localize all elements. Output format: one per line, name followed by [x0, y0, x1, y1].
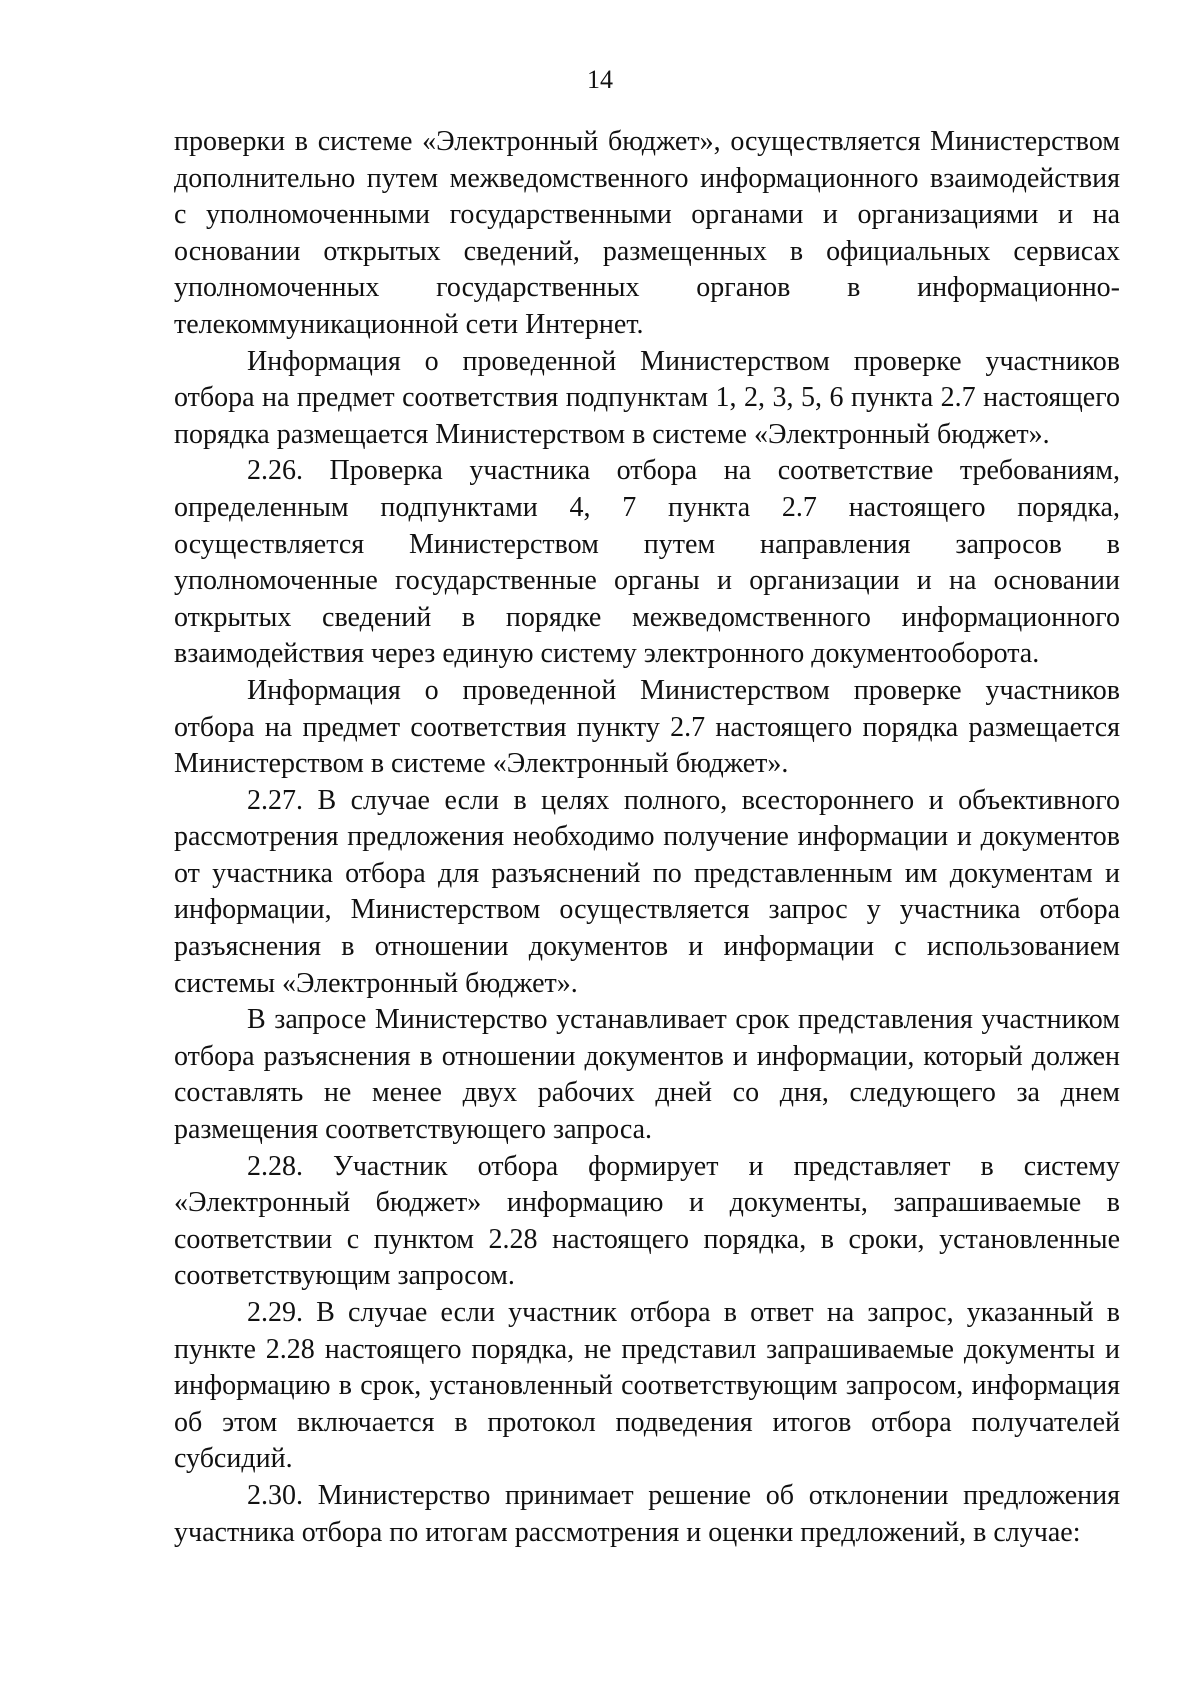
paragraph-2-29: 2.29. В случае если участник отбора в ответ на запрос, указанный в пункте 2.28 настоящего порядка, не представил запрашиваемые документы и информацию в срок, установленный соответствующим запросом, информация об этом включается в протокол подведения итогов отбора получателей субсидий. — [174, 1297, 1120, 1475]
document-body — [174, 124, 1120, 1551]
paragraph-verification-info-2: Информация о проведенной Министерством проверке участников отбора на предмет соответствия пункту 2.7 настоящего порядка размещается Министерством в системе «Электронный бюджет». — [174, 674, 1120, 780]
paragraph-2-30: 2.30. Министерство принимает решение об отклонении предложения участника отбора по итогам рассмотрения и оценки предложений, в случае: — [174, 1479, 1120, 1548]
paragraph-continuation: проверки в системе «Электронный бюджет», осуществляется Министерством дополнительно путем межведомственного информационного взаимодействия с уполномоченными государственными органами и организациями и на основании открытых сведений, размещенных в официальных сервисах уполномоченных государственных органов в информационно-телекоммуникационной сети Интернет. — [174, 126, 1120, 340]
paragraph-2-27: 2.27. В случае если в целях полного, всестороннего и объективного рассмотрения предложения необходимо получение информации и документов от участника отбора для разъяснений по представленным им документам и информации, Министерством осуществляется запрос у участника отбора разъяснения в отношении документов и информации с использованием системы «Электронный бюджет». — [174, 784, 1120, 999]
paragraph-2-26: 2.26. Проверка участника отбора на соответствие требованиям, определенным подпунктами 4, 7 пункта 2.7 настоящего порядка, осуществляется Министерством путем направления запросов в уполномоченные государственные органы и организации и на основании открытых сведений в порядке межведомственного информационного взаимодействия через единую систему электронного документооборота. — [174, 455, 1120, 670]
page-number: 14 — [587, 65, 613, 94]
paragraph-request-deadline: В запросе Министерство устанавливает срок представления участником отбора разъяснения в отношении документов и информации, который должен составлять не менее двух рабочих дней со дня, следующего за днем размещения соответствующего запроса. — [174, 1004, 1120, 1146]
paragraph-verification-info: Информация о проведенной Министерством проверке участников отбора на предмет соответствия подпунктам 1, 2, 3, 5, 6 пункта 2.7 настоящего порядка размещается Министерством в системе «Электронный бюджет». — [174, 345, 1120, 450]
paragraph-2-28: 2.28. Участник отбора формирует и представляет в систему «Электронный бюджет» информацию и документы, запрашиваемые в соответствии с пунктом 2.28 настоящего порядка, в сроки, установленные соответствующим запросом. — [174, 1150, 1120, 1292]
